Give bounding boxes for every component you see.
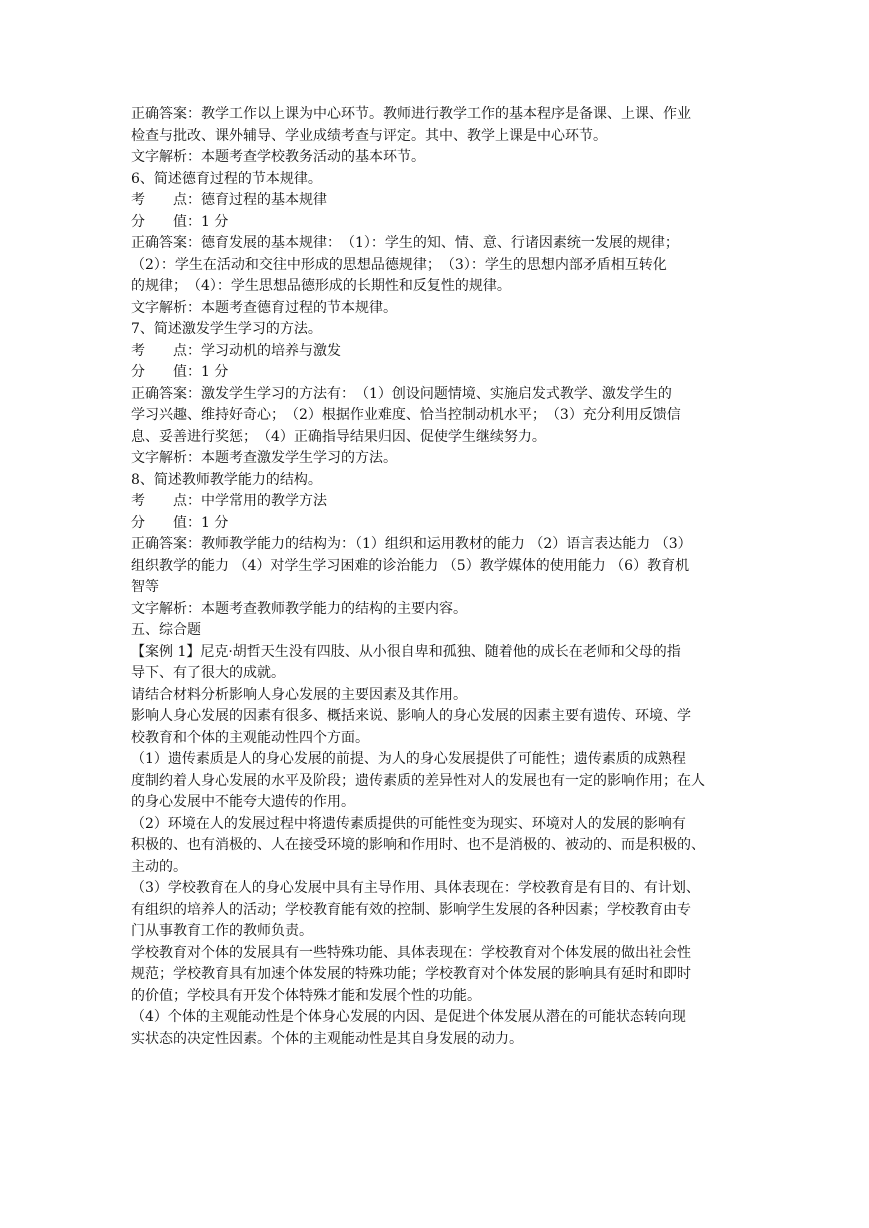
text-line: 度制约着人身心发展的水平及阶段；遗传素质的差异性对人的发展也有一定的影响作用；在人: [131, 772, 705, 789]
text-line: 文字解析：本题考查教师教学能力的结构的主要内容。: [131, 600, 467, 617]
text-line: 影响人身心发展的因素有很多、概括来说、影响人的身心发展的因素主要有遗传、环境、学: [131, 708, 691, 724]
text-line: 实状态的决定性因素。个体的主观能动性是其自身发展的动力。: [131, 1030, 523, 1047]
text-line: 学校教育对个体的发展具有一些特殊功能、具体表现在：学校教育对个体发展的做出社会性: [131, 944, 691, 961]
text-line: 正确答案：德育发展的基本规律： （1）：学生的知、情、意、行诸因素统一发展的规律；: [131, 235, 679, 251]
text-line: 分 值：1 分: [131, 213, 229, 230]
text-line: 分 值：1 分: [131, 514, 229, 531]
text-line: 积极的、也有消极的、人在接受环境的影响和作用时、也不是消极的、被动的、而是积极的、: [131, 837, 705, 853]
text-line: 正确答案：教师教学能力的结构为：（1）组织和运用教材的能力 （2）语言表达能力 （3）: [131, 536, 692, 552]
text-line: 组织教学的能力 （4）对学生学习困难的诊治能力 （5）教学媒体的使用能力 （6）教育机: [131, 557, 690, 574]
text-line: 文字解析：本题考查激发学生学习的方法。: [131, 450, 397, 466]
text-line: （2）：学生在活动和交往中形成的思想品德规律； （3）：学生的思想内部矛盾相互转化: [131, 256, 667, 273]
text-line: 主动的。: [131, 858, 187, 875]
text-line: 有组织的培养人的活动；学校教育能有效的控制、影响学生发展的各种因素；学校教育由专: [131, 901, 691, 918]
text-line: 7、简述激发学生学习的方法。: [131, 321, 322, 337]
text-line: 文字解析：本题考查德育过程的节本规律。: [131, 299, 397, 316]
text-line: 正确答案：教学工作以上课为中心环节。教师进行教学工作的基本程序是备课、上课、作业: [131, 106, 691, 122]
text-line: 8、简述教师教学能力的结构。: [131, 471, 322, 488]
text-line: 五、综合题: [131, 622, 201, 638]
text-line: 文字解析：本题考查学校教务活动的基本环节。: [131, 149, 425, 165]
text-line: 的规律； （4）：学生思想品德形成的长期性和反复性的规律。: [131, 278, 511, 294]
text-line: 考 点：学习动机的培养与激发: [131, 342, 341, 359]
text-line: （2）环境在人的发展过程中将遗传素质提供的可能性变为现实、环境对人的发展的影响有: [131, 815, 686, 832]
document-page: [131, 104, 743, 1050]
text-line: 分 值：1 分: [131, 364, 229, 380]
text-line: 导下、有了很大的成就。: [131, 665, 285, 681]
text-line: 考 点：中学常用的教学方法: [131, 493, 327, 509]
text-line: 校教育和个体的主观能动性四个方面。: [131, 729, 369, 746]
text-line: （4）个体的主观能动性是个体身心发展的内因、是促进个体发展从潜在的可能状态转向现: [131, 1009, 686, 1025]
text-line: 检查与批改、课外辅导、学业成绩考查与评定。其中、教学上课是中心环节。: [131, 127, 607, 144]
text-line: 规范；学校教育具有加速个体发展的特殊功能；学校教育对个体发展的影响具有延时和即时: [131, 966, 691, 982]
text-line: 正确答案：激发学生学习的方法有： （1）创设问题情境、实施启发式教学、激发学生的: [131, 385, 672, 402]
text-line: 【案例 1】尼克·胡哲天生没有四肢、从小很自卑和孤独、随着他的成长在老师和父母的指: [131, 643, 681, 660]
text-line: 门从事教育工作的教师负责。: [131, 923, 313, 939]
text-line: （1）遗传素质是人的身心发展的前提、为人的身心发展提供了可能性；遗传素质的成熟程: [131, 751, 686, 767]
text-line: 息、妥善进行奖惩； （4）正确指导结果归因、促使学生继续努力。: [131, 428, 546, 445]
text-line: 的价值；学校具有开发个体特殊才能和发展个性的功能。: [131, 987, 481, 1004]
text-line: 6、简述德育过程的节本规律。: [131, 170, 322, 187]
text-line: （3）学校教育在人的身心发展中具有主导作用、具体表现在：学校教育是有目的、有计划、: [131, 880, 700, 896]
text-line: 考 点：德育过程的基本规律: [131, 192, 327, 208]
text-line: 请结合材料分析影响人身心发展的主要因素及其作用。: [131, 686, 467, 703]
text-line: 的身心发展中不能夸大遗传的作用。: [131, 794, 355, 810]
text-line: 学习兴趣、维持好奇心； （2）根据作业难度、恰当控制动机水平； （3）充分利用反馈信: [131, 407, 681, 423]
text-line: 智等: [131, 579, 159, 595]
